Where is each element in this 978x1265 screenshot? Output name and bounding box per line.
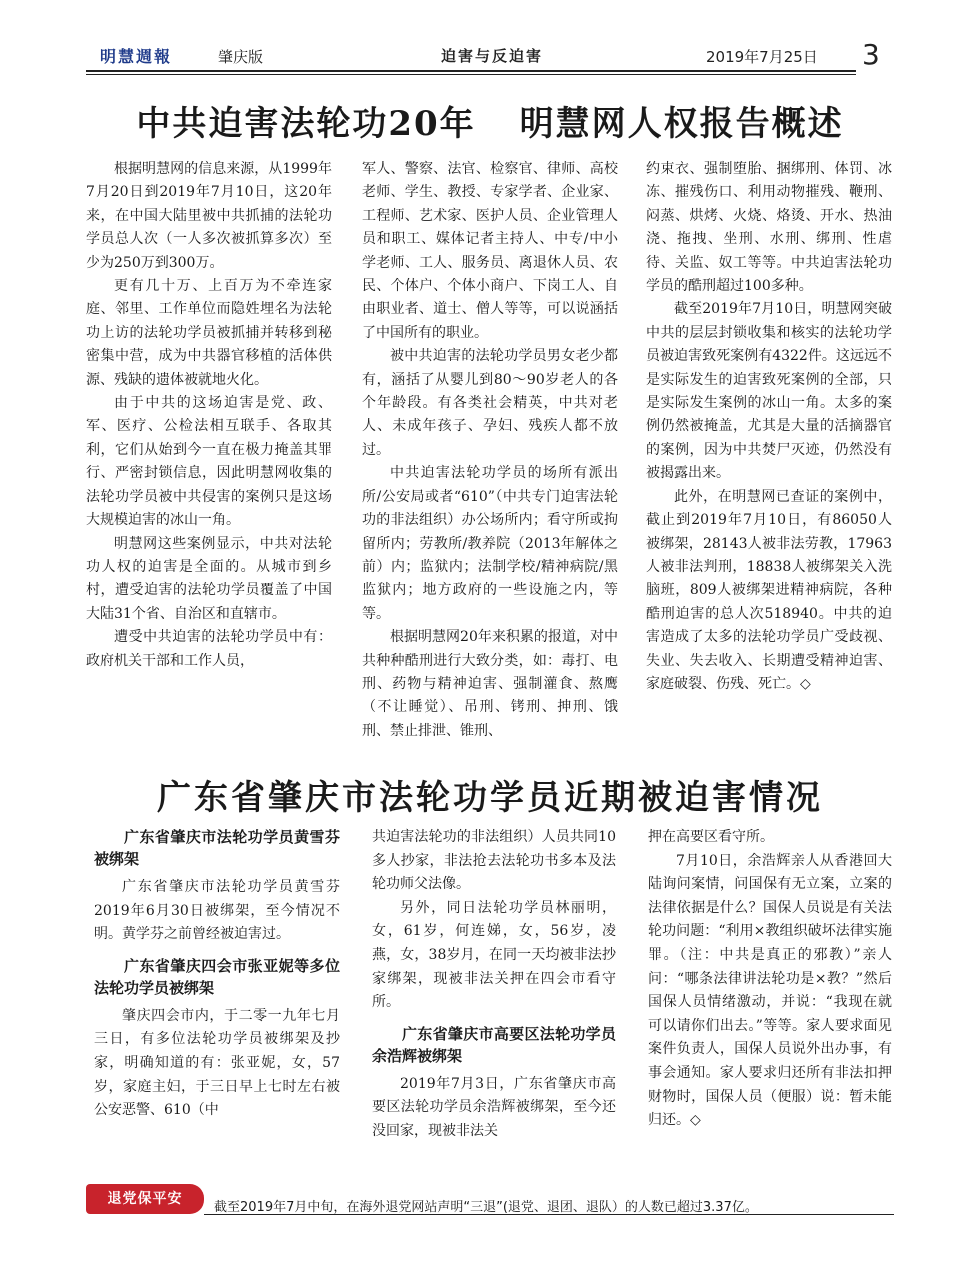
paragraph: 中共迫害法轮功学员的场所有派出所/公安局或者“610”（中共专门迫害法轮功的非法组织）办公场所内；看守所或拘留所内；劳教所/教养院（2013年解体之前）内；监狱内；法制学校/精神病院/黑监狱内；地方政府的一些设施之内，等等。 bbox=[362, 465, 618, 622]
article1-headline bbox=[86, 96, 894, 145]
masthead-rule bbox=[86, 70, 856, 72]
subheading: 广东省肇庆四会市张亚妮等多位法轮功学员被绑架 bbox=[94, 956, 340, 997]
paragraph: 此外，在明慧网已查证的案例中，截止到2019年7月10日，有86050人被绑架，28143人被非法劳教，17963人被非法判刑，18838人被绑架关入洗脑班，809人被绑架进精神病院，各种酷刑迫害的总人次518940。中共的迫害造成了太多的法轮功学员广受歧视、失业、失去收入、长期遭受精神迫害、家庭破裂、伤残、死亡。◇ bbox=[646, 488, 892, 692]
article1-body bbox=[86, 158, 894, 748]
paragraph: 截至2019年7月10日，明慧网突破中共的层层封锁收集和核实的法轮功学员被迫害致死案例有4322件。这远远不是实际发生的迫害致死案例的全部，只是实际发生案例的冰山一角。太多的案例仍然被掩盖，尤其是大量的活摘器官的案例，因为中共焚尸灭迹，仍然没有被揭露出来。 bbox=[646, 301, 892, 482]
edition-label: 肇庆版 bbox=[218, 48, 264, 66]
footer-badge: 退党保平安 bbox=[86, 1184, 204, 1214]
paragraph: 另外，同日法轮功学员林丽明，女，61岁，何连娣，女，56岁，凌燕，女，38岁月，在同一天均被非法抄家绑架，现被非法关押在四会市看守所。 bbox=[372, 899, 616, 1011]
article2-headline: 广东省肇庆市法轮功学员近期被迫害情况 bbox=[157, 778, 823, 818]
paragraph-continued: 军人、警察、法官、检察官、律师、高校老师、学生、教授、专家学者、企业家、工程师、艺术家、医护人员、企业管理人员和职工、媒体记者主持人、中专/中小学老师、工人、服务员、离退休人员、农民、个体户、个体小商户、下岗工人、自由职业者、道士、僧人等等，可以说涵括了中国所有的职业。 bbox=[362, 161, 618, 341]
article1-column-1 bbox=[86, 158, 332, 673]
article1-column-3 bbox=[646, 158, 892, 696]
subheading: 广东省肇庆市高要区法轮功学员余浩辉被绑架 bbox=[372, 1024, 616, 1065]
paragraph: 2019年7月3日，广东省肇庆市高要区法轮功学员余浩辉被绑架，至今还没回家，现被非法关 bbox=[372, 1075, 616, 1139]
paragraph: 广东省肇庆市法轮功学员黄雪芬2019年6月30日被绑架，至今情况不明。黄学芬之前曾经被迫害过。 bbox=[94, 879, 340, 943]
footer-notice: 截至2019年7月中旬，在海外退党网站声明“三退”(退党、退团、退队）的人数已超过3.37亿。 bbox=[214, 1200, 758, 1215]
paragraph-continued: 共迫害法轮功的非法组织）人员共同10多人抄家，非法抢去法轮功书多本及法轮功师父法像。 bbox=[372, 829, 616, 893]
paragraph: 明慧网这些案例显示，中共对法轮功人权的迫害是全面的。从城市到乡村，遭受迫害的法轮功学员覆盖了中国大陆31个省、自治区和直辖市。 bbox=[86, 535, 332, 622]
paragraph-continued: 押在高要区看守所。 bbox=[648, 829, 774, 845]
paragraph: 被中共迫害的法轮功学员男女老少都有，涵括了从婴儿到80～90岁老人的各个年龄段。有各类社会精英，中共对老人、未成年孩子、孕妇、残疾人都不放过。 bbox=[362, 348, 618, 458]
article1-headline-part2: 明慧网人权报告概述 bbox=[519, 104, 844, 144]
paragraph: 根据明慧网20年来积累的报道，对中共种种酷刑进行大致分类，如：毒打、电刑、药物与精神迫害、强制灌食、熬鹰（不让睡觉）、吊刑、铐刑、抻刑、饿刑、禁止排泄、锥刑、 bbox=[362, 629, 618, 739]
page-number: 3 bbox=[862, 38, 880, 71]
article1-column-2 bbox=[362, 158, 618, 743]
paragraph: 根据明慧网的信息来源，从1999年7月20日到2019年7月10日，这20年来，在中国大陆里被中共抓捕的法轮功学员总人次（一人多次被抓算多次）至少为250万到300万。 bbox=[86, 161, 332, 271]
footer-banner bbox=[86, 1184, 894, 1222]
paragraph: 遭受中共迫害的法轮功学员中有：政府机关干部和工作人员， bbox=[86, 629, 332, 669]
article2-column-3 bbox=[648, 826, 892, 1133]
masthead-rule-thin bbox=[86, 74, 856, 75]
section-title: 迫害与反迫害 bbox=[441, 47, 544, 65]
newspaper-brand: 明慧週報 bbox=[100, 47, 173, 66]
masthead bbox=[86, 40, 894, 72]
paragraph: 更有几十万、上百万为不牵连家庭、邻里、工作单位而隐姓埋名为法轮功上访的法轮功学员被抓捕并转移到秘密集中营，成为中共器官移植的活体供源、残缺的遗体被就地火化。 bbox=[86, 278, 332, 388]
paragraph-continued: 约束衣、强制堕胎、捆绑刑、体罚、冰冻、摧残伤口、利用动物摧残、鞭刑、闷蒸、烘烤、火烧、烙烫、开水、热油浇、拖拽、坐刑、水刑、绑刑、性虐待、关监、奴工等等。中共迫害法轮功学员的酷刑超过100多种。 bbox=[646, 161, 892, 295]
paragraph: 肇庆四会市内，于二零一九年七月三日，有多位法轮功学员被绑架及抄家，明确知道的有：张亚妮，女，57岁，家庭主妇，于三日早上七时左右被公安恶警、610（中 bbox=[94, 1007, 340, 1119]
paragraph: 由于中共的这场迫害是党、政、军、医疗、公检法相互联手、各取其利，它们从始到今一直在极力掩盖其罪行、严密封锁信息，因此明慧网收集的法轮功学员被中共侵害的案例只是这场大规模迫害的冰山一角。 bbox=[86, 395, 332, 529]
issue-date: 2019年7月25日 bbox=[706, 48, 818, 66]
article2-column-2 bbox=[372, 826, 616, 1144]
article1-headline-part1: 中共迫害法轮功20年 bbox=[136, 104, 476, 144]
paragraph: 7月10日，余浩辉亲人从香港回大陆询问案情，问国保有无立案，立案的法律依据是什么？国保人员说是有关法轮功问题：“利用×教组织破坏法律实施罪。（注：中共是真正的邪教）”亲人问：“哪条法律讲法轮功是×教？”然后国保人员情绪激动，并说：“我现在就可以请你们出去。”等等。家人要求面见案件负责人，国保人员说外出办事，有事会通知。家人要求归还所有非法扣押财物时，国保人员（便服）说：暂未能归还。◇ bbox=[648, 852, 892, 1129]
article2-column-1 bbox=[94, 826, 340, 1123]
article2-body bbox=[86, 826, 894, 1166]
subheading: 广东省肇庆市法轮功学员黄雪芬被绑架 bbox=[94, 828, 340, 868]
